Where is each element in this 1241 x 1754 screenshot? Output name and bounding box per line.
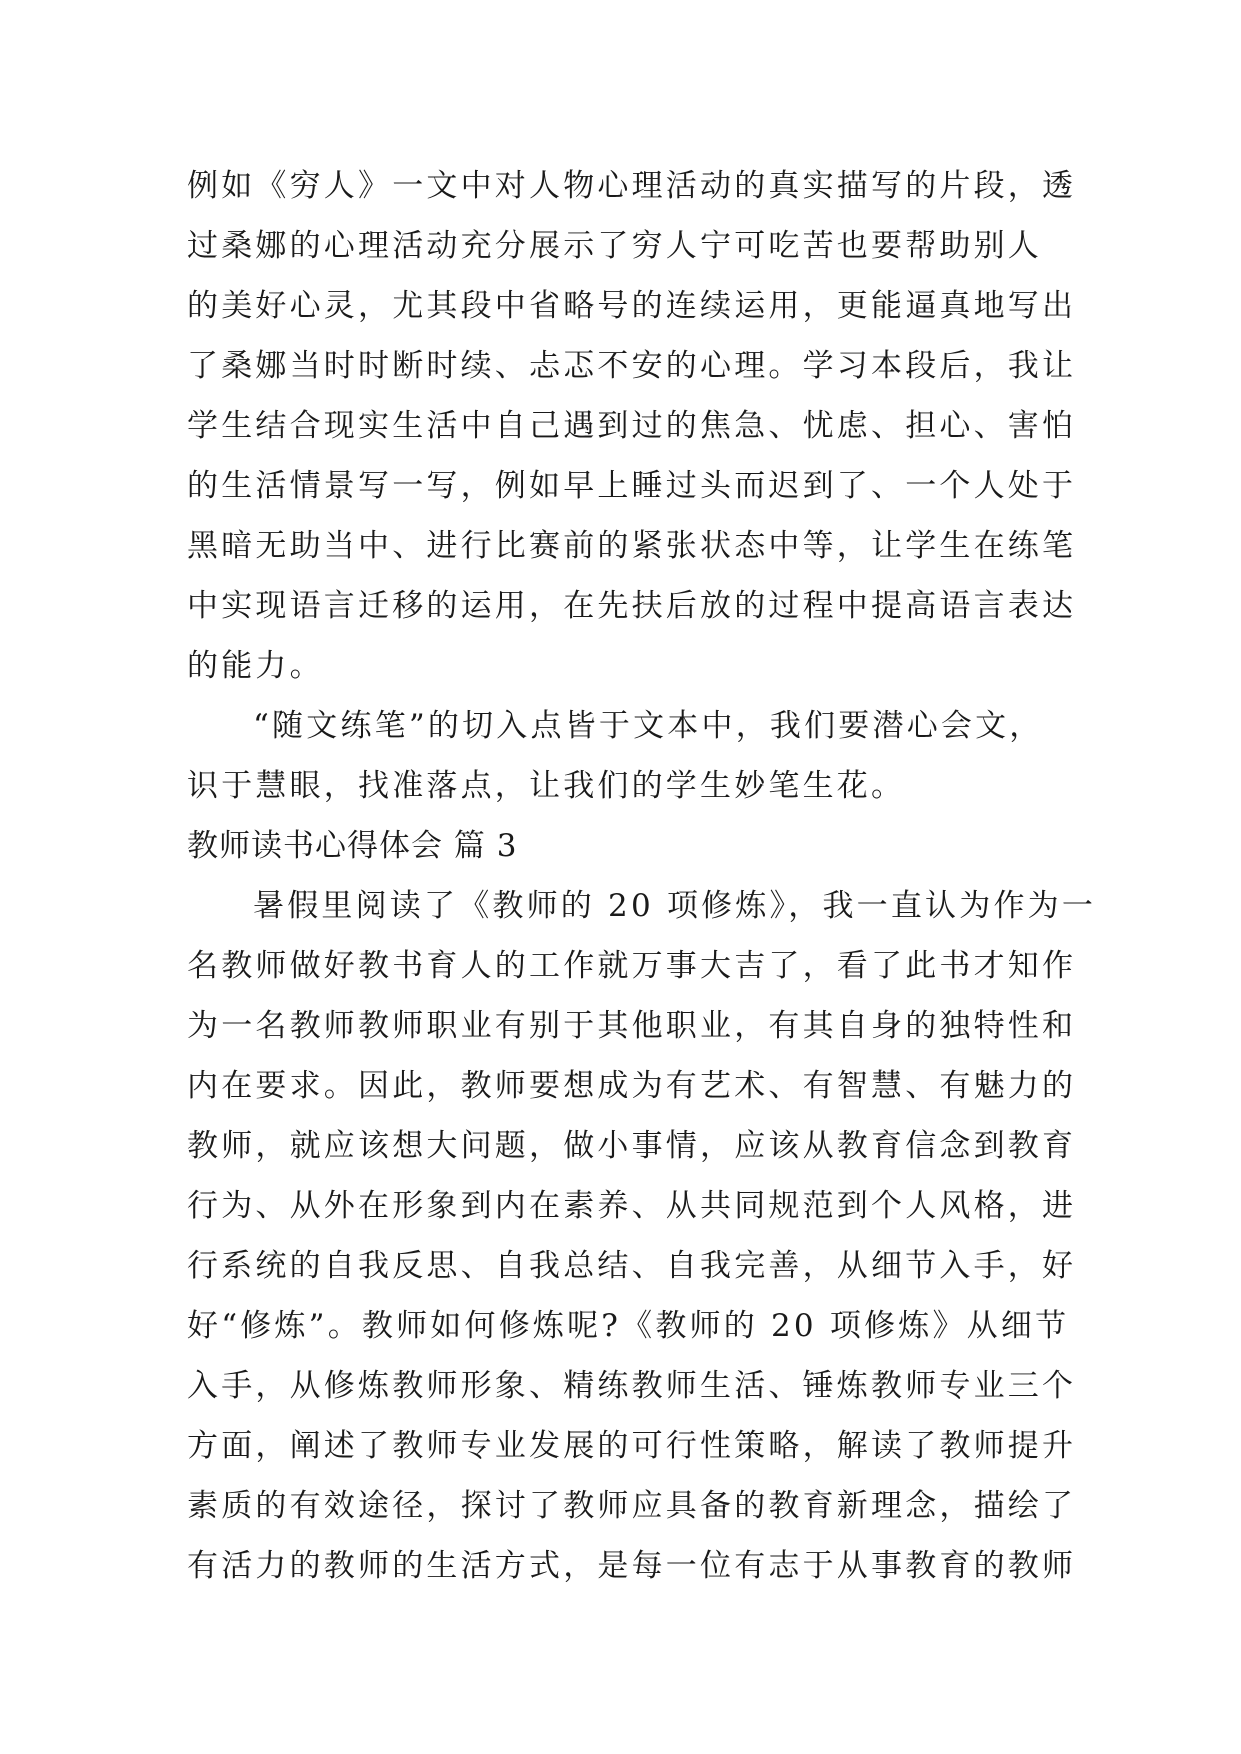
text-line: 入手，从修炼教师形象、精练教师生活、锤炼教师专业三个	[187, 1368, 1077, 1404]
text-line: 为一名教师教师职业有别于其他职业，有其自身的独特性和	[187, 1008, 1077, 1044]
section-heading: 教师读书心得体会 篇 3	[187, 828, 518, 864]
text-line: 名教师做好教书育人的工作就万事大吉了，看了此书才知作	[187, 948, 1077, 984]
text-line: 有活力的教师的生活方式，是每一位有志于从事教育的教师	[187, 1548, 1077, 1584]
text-line: 好“修炼”。教师如何修炼呢?《教师的 20 项修炼》从细节	[187, 1308, 1070, 1344]
text-line: 行为、从外在形象到内在素养、从共同规范到个人风格，进	[187, 1188, 1077, 1224]
text-line: 素质的有效途径，探讨了教师应具备的教育新理念，描绘了	[187, 1488, 1077, 1524]
text-line: “随文练笔”的切入点皆于文本中，我们要潜心会文，	[253, 708, 1044, 744]
text-line: 行系统的自我反思、自我总结、自我完善，从细节入手，好	[187, 1248, 1077, 1284]
text-line: 教师，就应该想大问题，做小事情，应该从教育信念到教育	[187, 1128, 1077, 1164]
paragraph-2	[187, 696, 1067, 816]
text-line: 的能力。	[187, 648, 324, 684]
text-line: 暑假里阅读了《教师的 20 项修炼》，我一直认为作为一	[253, 888, 1097, 924]
text-line: 的生活情景写一写，例如早上睡过头而迟到了、一个人处于	[187, 468, 1077, 504]
text-line: 例如《穷人》一文中对人物心理活动的真实描写的片段，透	[187, 168, 1077, 204]
text-line: 内在要求。因此，教师要想成为有艺术、有智慧、有魅力的	[187, 1068, 1077, 1104]
text-line: 了桑娜当时时断时续、忐忑不安的心理。学习本段后，我让	[187, 348, 1077, 384]
text-line: 过桑娜的心理活动充分展示了穷人宁可吃苦也要帮助别人	[187, 228, 1042, 264]
text-line: 识于慧眼，找准落点，让我们的学生妙笔生花。	[187, 768, 906, 804]
text-line: 方面，阐述了教师专业发展的可行性策略，解读了教师提升	[187, 1428, 1077, 1464]
text-line: 学生结合现实生活中自己遇到过的焦急、忧虑、担心、害怕	[187, 408, 1077, 444]
text-line: 黑暗无助当中、进行比赛前的紧张状态中等，让学生在练笔	[187, 528, 1077, 564]
paragraph-3	[187, 876, 1097, 1596]
paragraph-1	[187, 156, 1077, 696]
document-body	[187, 156, 1097, 1596]
text-line: 中实现语言迁移的运用，在先扶后放的过程中提高语言表达	[187, 588, 1077, 624]
text-line: 的美好心灵，尤其段中省略号的连续运用，更能逼真地写出	[187, 288, 1077, 324]
